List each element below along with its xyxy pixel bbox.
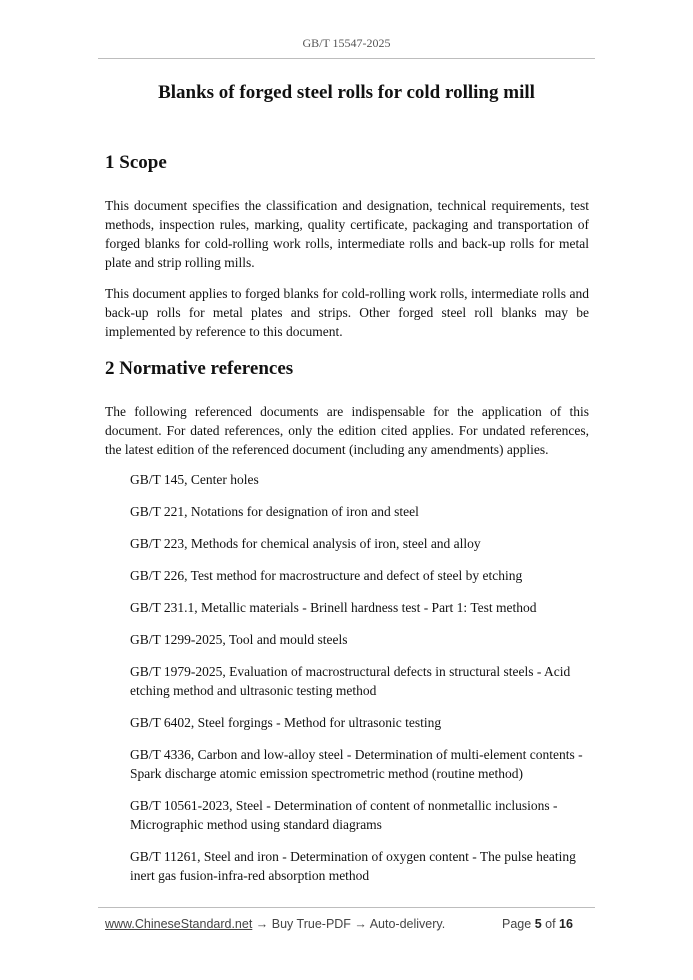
header-divider [98,58,595,59]
reference-item: GB/T 145, Center holes [130,472,259,487]
reference-item: GB/T 4336, Carbon and low-alloy steel - Determination of multi-element contents - Spark discharge atomic emission spectrometric method (routine method) [130,747,583,781]
document-title: Blanks of forged steel rolls for cold rolling mill [158,82,535,103]
section-heading-normative-references: 2 Normative references [105,358,294,379]
page-indicator [502,917,573,931]
reference-item: GB/T 6402, Steel forgings - Method for ultrasonic testing [130,715,442,730]
footer-divider [98,907,595,908]
reference-item: GB/T 226, Test method for macrostructure and defect of steel by etching [130,568,523,583]
reference-item: GB/T 1299-2025, Tool and mould steels [130,632,348,647]
reference-item: GB/T 11261, Steel and iron - Determination of oxygen content - The pulse heating inert gas fusion-infra-red absorption method [130,849,576,883]
section-heading-scope: 1 Scope [105,152,167,173]
reference-item: GB/T 223, Methods for chemical analysis of iron, steel and alloy [130,536,481,551]
page-label: Page [502,917,532,931]
scope-paragraph-2: This document applies to forged blanks for cold-rolling work rolls, intermediate rolls and back-up rolls for metal plates and strips. Other forged steel roll blanks may be implemented by reference to this document. [105,286,589,339]
scope-paragraph-1: This document specifies the classification and designation, technical requirements, test methods, inspection rules, marking, quality certificate, packaging and transportation of forged blanks for cold-rolling work rolls, intermediate rolls and back-up rolls for metal plate and strip rolling mills. [105,198,589,270]
footer-site-link[interactable]: www.ChineseStandard.net [105,917,253,931]
footer-promo [105,917,445,931]
normative-references-intro: The following referenced documents are indispensable for the application of this document. For dated references, only the edition cited applies. For undated references, the latest edition of the referenced document (including any amendments) applies. [105,404,589,457]
reference-item: GB/T 1979-2025, Evaluation of macrostructural defects in structural steels - Acid etching method and ultrasonic testing method [130,664,571,698]
footer-tagline: → Buy True-PDF → Auto-delivery. [252,917,446,931]
current-page-number: 5 [534,917,542,931]
reference-item: GB/T 221, Notations for designation of iron and steel [130,504,419,519]
total-pages: 16 [559,917,573,931]
of-label: of [545,917,556,931]
reference-item: GB/T 231.1, Metallic materials - Brinell hardness test - Part 1: Test method [130,600,537,615]
reference-item: GB/T 10561-2023, Steel - Determination of content of nonmetallic inclusions - Micrographic method using standard diagrams [130,798,558,832]
header-doc-code: GB/T 15547-2025 [302,36,391,50]
